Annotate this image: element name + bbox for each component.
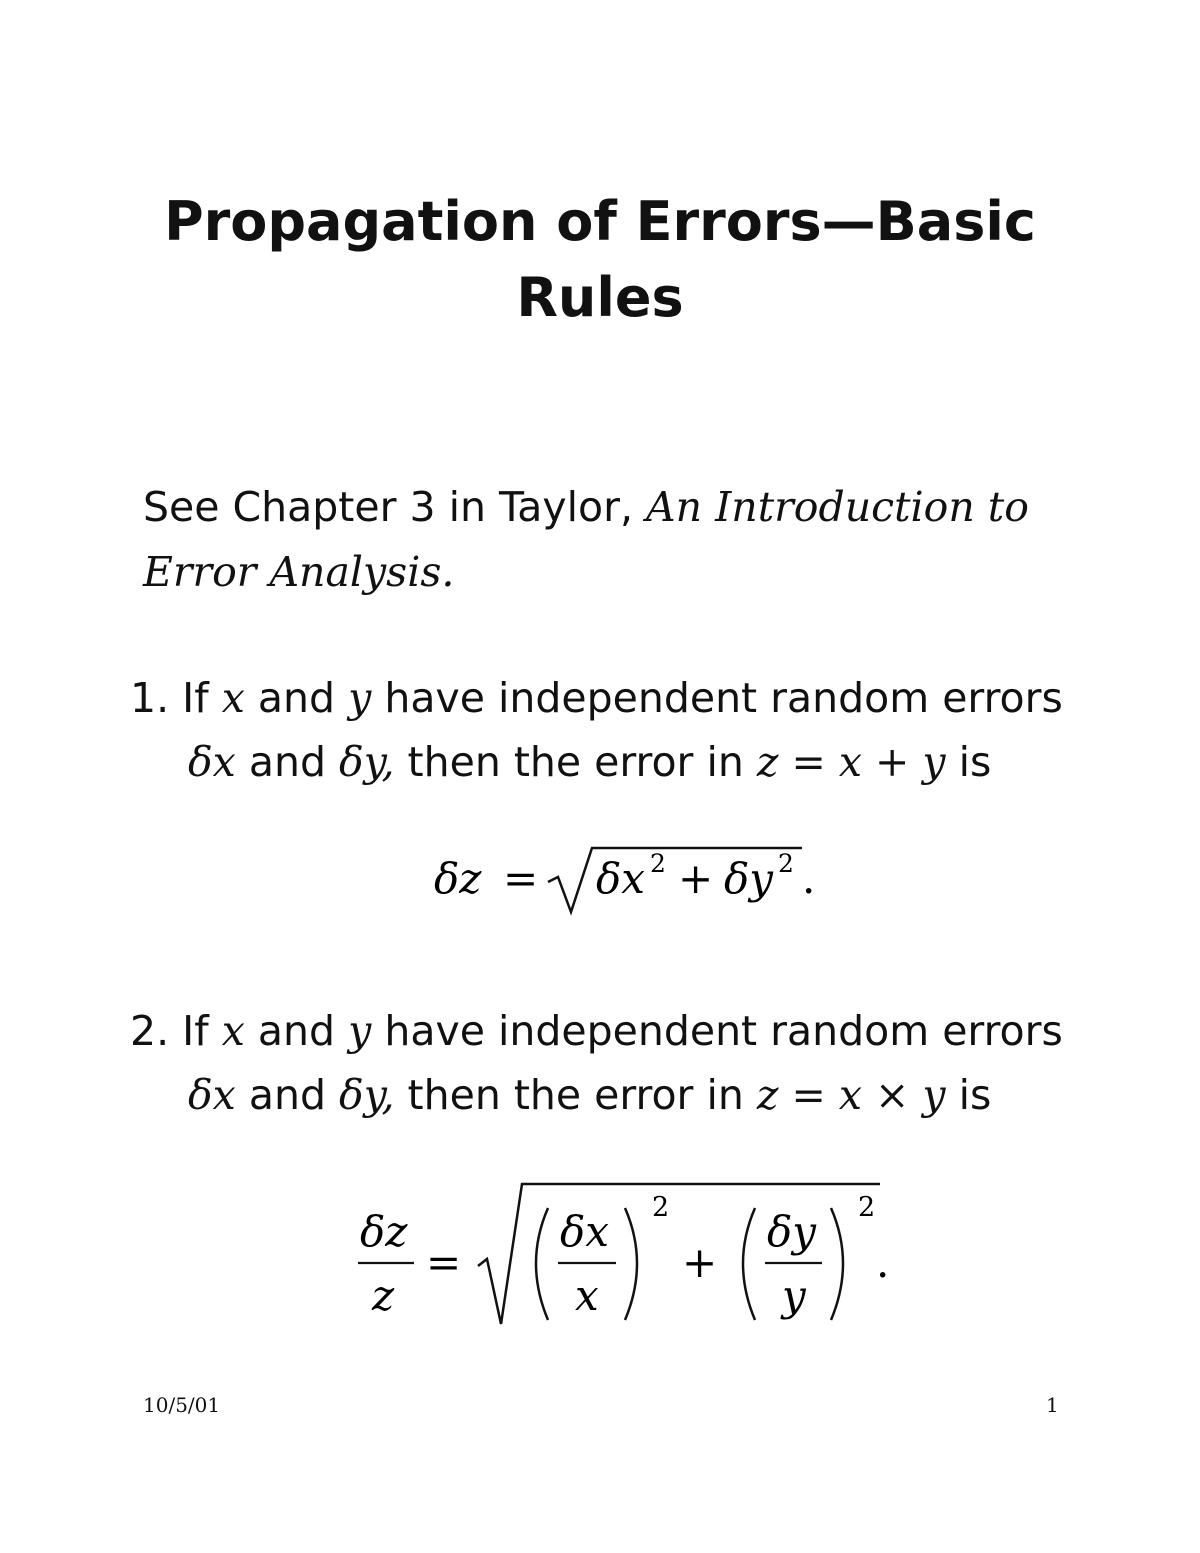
title-line-2: Rules	[516, 266, 684, 329]
rule-2-var-y: y	[348, 1007, 372, 1055]
intro-line-1	[143, 475, 1029, 539]
equation-1	[420, 830, 840, 920]
rule-2-var-x: x	[221, 1007, 245, 1055]
eq2-lhs-numerator: δz	[360, 1207, 408, 1256]
eq1-lhs: δz	[434, 854, 482, 903]
eq1-dx: δx	[596, 854, 645, 903]
eq2-x: x	[575, 1271, 599, 1320]
eq2-period: .	[876, 1238, 890, 1287]
intro-prefix: See Chapter 3 in Taylor,	[143, 483, 633, 531]
rule-1-line2-mid: then the error in	[407, 738, 744, 786]
rule-2-line-2	[188, 1063, 991, 1127]
eq1-equals: =	[503, 854, 539, 903]
rule-1-and-2: and	[248, 738, 326, 786]
eq2-sqrt-sign	[478, 1184, 880, 1324]
eq2-paren-open-2	[743, 1208, 755, 1320]
eq2-exp-1: 2	[652, 1192, 670, 1223]
rule-1-line-1	[130, 666, 1063, 730]
rule-2-number: 2.	[130, 1007, 170, 1055]
eq2-dx: δx	[560, 1207, 609, 1256]
eq1-plus: +	[678, 854, 714, 903]
book-title-part-2: Error Analysis.	[143, 548, 455, 596]
eq2-paren-open-1	[536, 1208, 548, 1320]
page-title	[0, 184, 1200, 336]
rule-1-line1-post: have independent random errors	[384, 674, 1063, 722]
eq1-exp-1: 2	[650, 849, 666, 878]
eq2-exp-2: 2	[858, 1192, 876, 1223]
rule-2-line2-mid: then the error in	[407, 1071, 744, 1119]
rule-1-dx: δx	[188, 738, 236, 786]
eq2-paren-close-1	[625, 1208, 637, 1320]
rule-2-dy: δy,	[339, 1071, 395, 1119]
eq2-equals: =	[426, 1238, 462, 1287]
rule-2-line1-post: have independent random errors	[384, 1007, 1063, 1055]
rule-2-and-2: and	[248, 1071, 326, 1119]
rule-1-dy: δy,	[339, 738, 395, 786]
eq2-dy: δy	[767, 1207, 817, 1256]
eq1-dy: δy	[724, 854, 774, 903]
rule-2-line-1	[130, 999, 1063, 1063]
rule-2-if: If	[182, 1007, 209, 1055]
eq2-paren-close-2	[831, 1208, 843, 1320]
rule-1-line-2	[188, 730, 991, 794]
footer-page-number: 1	[1046, 1393, 1059, 1417]
rule-1-var-y: y	[348, 674, 372, 722]
rule-1-var-x: x	[221, 674, 245, 722]
eq2-lhs-denominator: z	[372, 1271, 395, 1320]
footer-date: 10/5/01	[143, 1393, 221, 1417]
rule-2-and: and	[257, 1007, 336, 1055]
rule-1-is: is	[958, 738, 992, 786]
eq2-plus: +	[682, 1238, 718, 1287]
rule-2-expression: z = x × y	[756, 1071, 946, 1119]
intro-line-2	[143, 540, 454, 604]
rule-2-dx: δx	[188, 1071, 236, 1119]
rule-1-expression: z = x + y	[756, 738, 946, 786]
rule-1-number: 1.	[130, 674, 170, 722]
rule-1-and: and	[257, 674, 336, 722]
eq2-y: y	[782, 1271, 806, 1320]
title-line-1: Propagation of Errors—Basic	[164, 190, 1036, 253]
eq1-exp-2: 2	[778, 849, 794, 878]
rule-1-if: If	[182, 674, 209, 722]
book-title-part-1: An Introduction to	[646, 483, 1029, 531]
eq1-period: .	[802, 854, 816, 903]
rule-2-is: is	[958, 1071, 992, 1119]
equation-2	[350, 1170, 910, 1340]
